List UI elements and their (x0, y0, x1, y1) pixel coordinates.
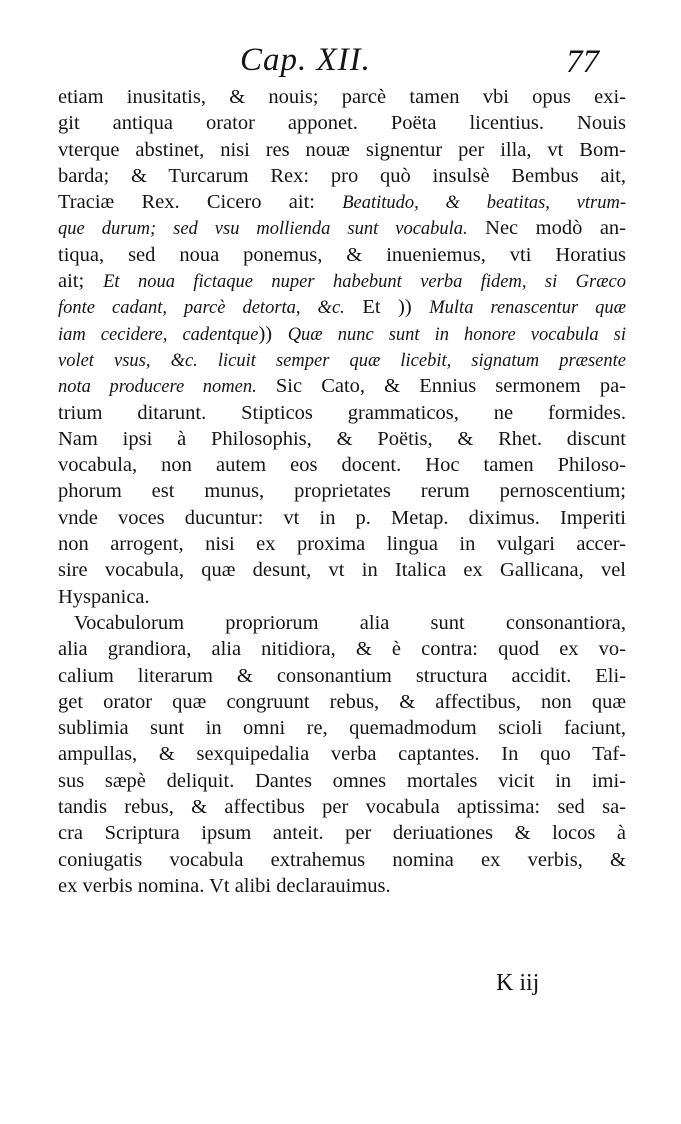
text-segment: trium ditarunt. Stipticos grammaticos, ne formides. (58, 401, 626, 424)
text-line (58, 321, 626, 347)
text-segment: Et )) (344, 296, 430, 319)
italic-quotation: Et noua fictaque nuper habebunt verba fidem, si Græco (103, 272, 626, 293)
text-segment: barda; & Turcarum Rex: pro quò insulsè Bembus ait, (58, 164, 626, 187)
text-line (58, 610, 626, 636)
text-line (58, 873, 626, 899)
text-segment: sire vocabula, quæ desunt, vt in Italica ex Gallicana, vel (58, 559, 626, 582)
text-line (58, 137, 626, 163)
text-line (58, 636, 626, 662)
text-segment: get orator quæ congruunt rebus, & affectibus, non quæ (58, 690, 626, 713)
text-segment: non arrogent, nisi ex proxima lingua in vulgari accer- (58, 533, 626, 556)
text-segment: ampullas, & sexquipedalia verba captantes. In quo Taf- (58, 743, 626, 766)
text-line (58, 294, 626, 320)
text-line (58, 663, 626, 689)
text-segment: Hyspanica. (58, 585, 150, 608)
text-segment: alia grandiora, alia nitidiora, & è contra: quod ex vo- (58, 638, 626, 661)
text-segment: ex verbis nomina. Vt alibi declarauimus. (58, 874, 391, 897)
text-line (58, 452, 626, 478)
text-line (58, 373, 626, 399)
text-segment: )) (258, 322, 288, 345)
text-segment: tiqua, sed noua ponemus, & inueniemus, vti Horatius (58, 243, 626, 266)
italic-quotation: Quæ nunc sunt in honore vocabula si (287, 324, 626, 345)
text-line (58, 531, 626, 557)
text-segment: phorum est munus, proprietates rerum pernoscentium; (58, 480, 626, 503)
text-segment: Nec modò an- (467, 217, 626, 240)
italic-quotation: fonte cadant, parcè detorta, &c. (58, 298, 345, 319)
text-segment: sus sæpè deliquit. Dantes omnes mortales vicit in imi- (58, 769, 626, 792)
text-segment: cra Scriptura ipsum anteit. per deriuationes & locos à (58, 822, 626, 845)
text-line (58, 847, 626, 873)
italic-quotation: iam cecidere, cadentque (58, 324, 259, 345)
text-segment: vterque abstinet, nisi res nouæ signentur per illa, vt Bom- (58, 138, 626, 161)
text-line (58, 242, 626, 268)
text-line (58, 110, 626, 136)
text-segment: Sic Cato, & Ennius sermonem pa- (256, 375, 626, 398)
page-number: 77 (566, 44, 599, 80)
text-segment: Traciæ Rex. Cicero ait: (58, 191, 343, 214)
text-line (58, 426, 626, 452)
text-line (58, 84, 626, 110)
text-line (58, 347, 626, 373)
text-line (58, 689, 626, 715)
text-line (58, 163, 626, 189)
text-line (58, 820, 626, 846)
text-line (58, 768, 626, 794)
text-line (58, 715, 626, 741)
text-line (58, 189, 626, 215)
text-line (58, 478, 626, 504)
text-segment: git antiqua orator apponet. Poëta licentius. Nouis (58, 112, 626, 135)
text-segment: ait; (58, 270, 104, 293)
text-line (58, 400, 626, 426)
text-segment: sublimia sunt in omni re, quemadmodum scioli faciunt, (58, 717, 626, 740)
italic-quotation: nota producere nomen. (58, 377, 257, 398)
body-text (58, 84, 626, 899)
text-line (58, 505, 626, 531)
text-segment: coniugatis vocabula extrahemus nomina ex verbis, & (58, 848, 626, 871)
italic-quotation: que durum; sed vsu mollienda sunt vocabula. (58, 219, 468, 240)
running-header (0, 38, 681, 82)
italic-quotation: volet vsus, &c. licuit semper quæ licebit, signatum præsente (58, 350, 626, 371)
chapter-heading: Cap. XII. (240, 42, 371, 78)
text-segment: etiam inusitatis, & nouis; parcè tamen vbi opus exi- (58, 86, 626, 108)
text-line (58, 268, 626, 294)
text-line (58, 584, 626, 610)
text-segment: calium literarum & consonantium structura accidit. Eli- (58, 664, 626, 687)
text-segment: Vocabulorum propriorum alia sunt consonantiora, (74, 611, 626, 634)
text-line (58, 215, 626, 241)
italic-quotation: Multa renascentur quæ (429, 298, 626, 319)
text-segment: vocabula, non autem eos docent. Hoc tamen Philoso- (58, 454, 626, 477)
text-segment: Nam ipsi à Philosophis, & Poëtis, & Rhet. discunt (58, 427, 626, 450)
signature-mark: K iij (496, 970, 540, 996)
text-segment: vnde voces ducuntur: vt in p. Metap. diximus. Imperiti (58, 506, 626, 529)
italic-quotation: Beatitudo, & beatitas, vtrum- (342, 193, 626, 214)
text-segment: tandis rebus, & affectibus per vocabula aptissima: sed sa- (58, 796, 626, 819)
text-line (58, 557, 626, 583)
text-line (58, 741, 626, 767)
text-line (58, 794, 626, 820)
